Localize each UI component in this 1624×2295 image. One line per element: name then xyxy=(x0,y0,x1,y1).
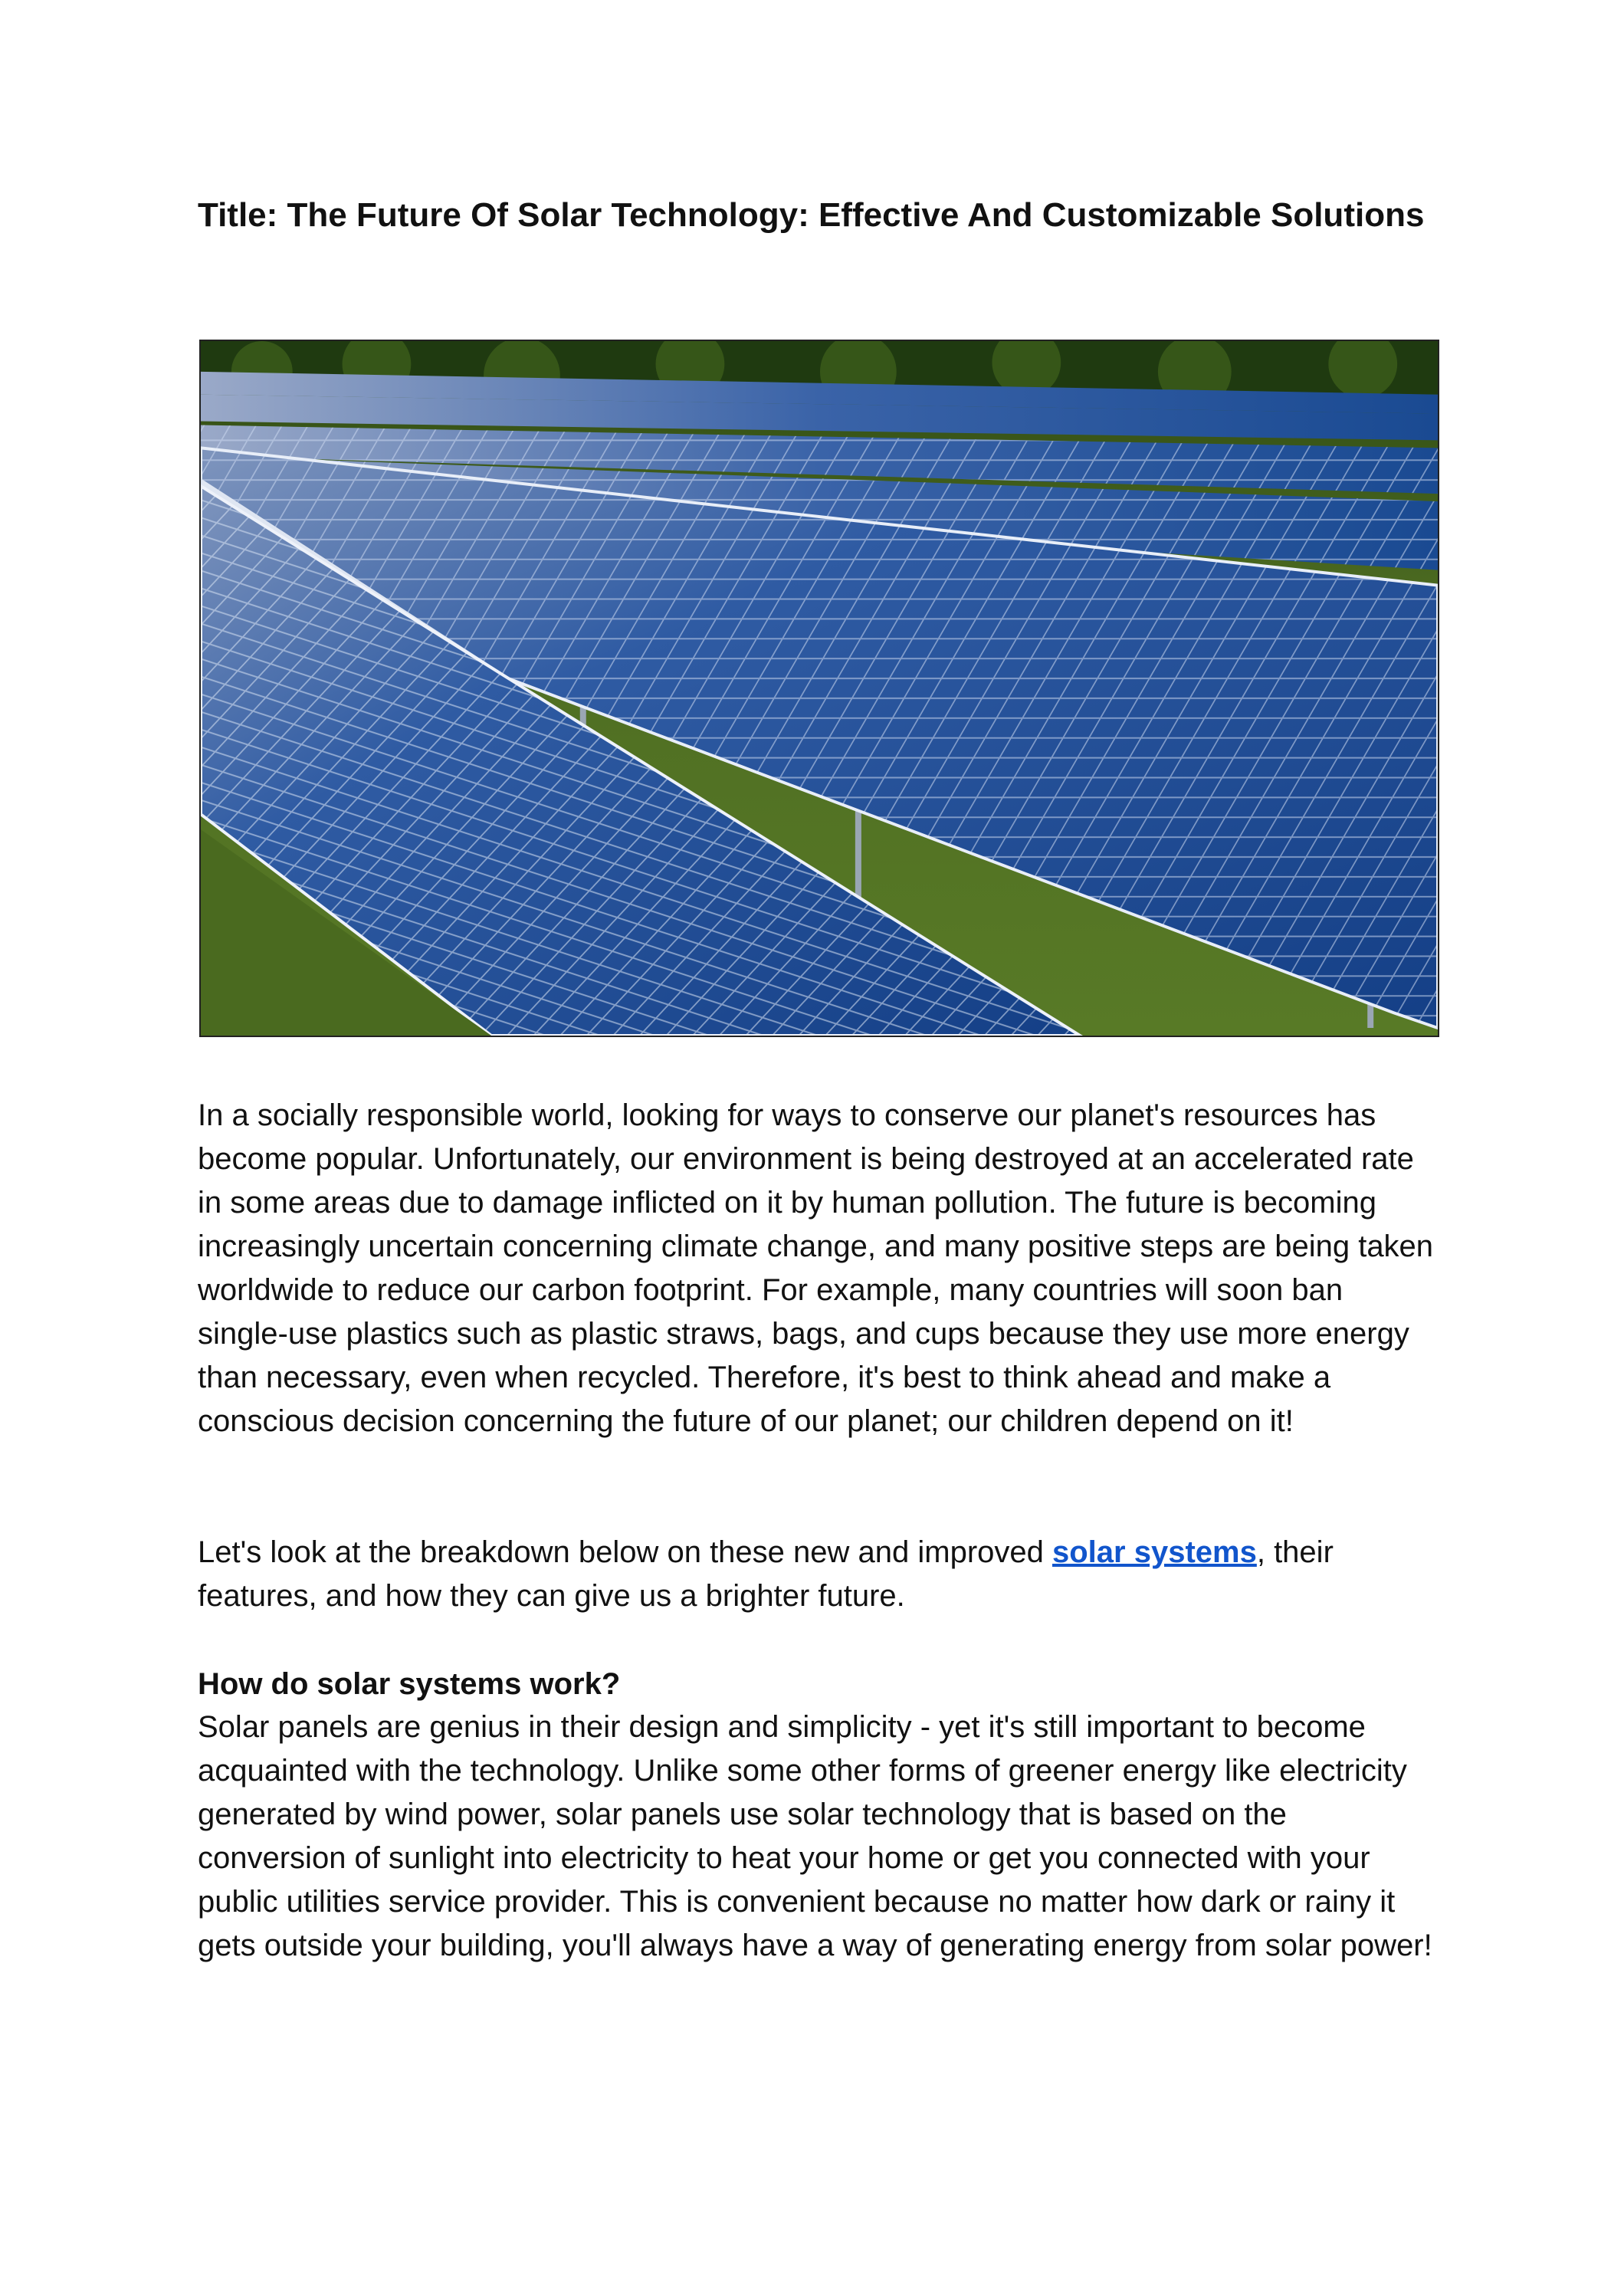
how-it-works-paragraph: Solar panels are genius in their design and simplicity - yet it's still important to become acquainted with the technology. Unlike some other forms of greener energy like electricity generated by wind power, solar panels use solar technology that is based on the conversion of sunlight into electricity to heat your home or get you connected with your public utilities service provider. This is convenient because no matter how dark or rainy it gets outside your building, you'll always have a way of generating energy from solar power! xyxy=(198,1710,1432,1962)
breakdown-text-before: Let's look at the breakdown below on these new and improved xyxy=(198,1535,1052,1569)
breakdown-paragraph xyxy=(198,1531,1439,1618)
solar-panels-photo xyxy=(199,340,1439,1037)
breakdown-text-after: , their features, and how they can give us a brighter future. xyxy=(198,1535,1334,1613)
section-heading: How do solar systems work? xyxy=(198,1667,621,1701)
solar-systems-link[interactable]: solar systems xyxy=(1052,1535,1257,1569)
document-title: Title: The Future Of Solar Technology: Effective And Customizable Solutions xyxy=(198,196,1425,234)
intro-paragraph: In a socially responsible world, looking for ways to conserve our planet's resources has become popular. Unfortunately, our environment is being destroyed at an accelerated rate in some areas due to damage inflicted on it by human pollution. The future is becoming increasingly uncertain concerning climate change, and many positive steps are being taken worldwide to reduce our carbon footprint. For example, many countries will soon ban single-use plastics such as plastic straws, bags, and cups because they use more energy than necessary, even when recycled. Therefore, it's best to think ahead and make a conscious decision concerning the future of our planet; our children depend on it! xyxy=(198,1098,1434,1438)
solar-panels-illustration xyxy=(201,341,1438,1036)
